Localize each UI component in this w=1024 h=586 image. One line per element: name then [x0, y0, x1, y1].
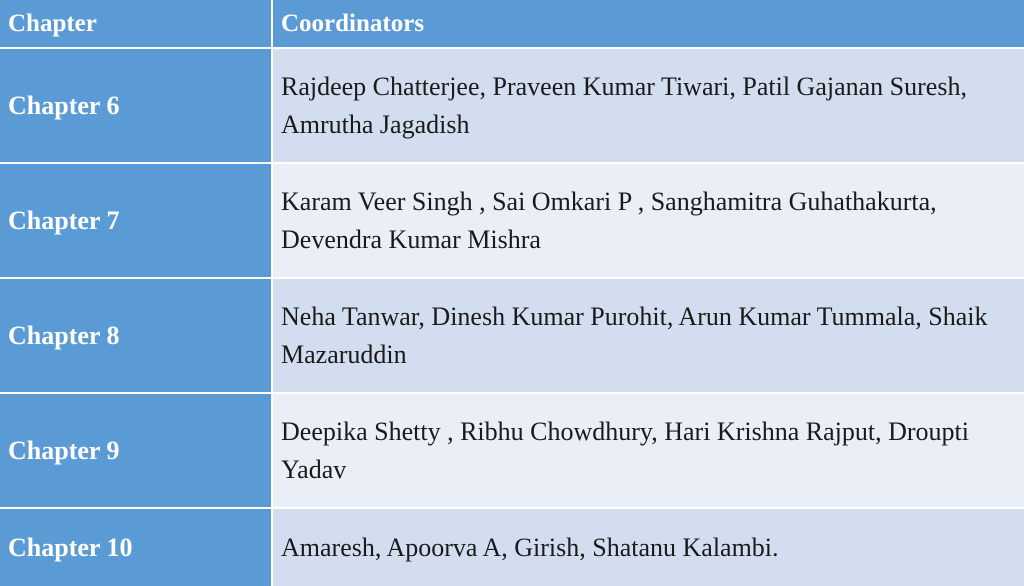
- header-chapter: Chapter: [0, 0, 271, 47]
- header-coordinators: Coordinators: [273, 0, 1024, 47]
- row-chapter-6-coordinators: Rajdeep Chatterjee, Praveen Kumar Tiwari, Patil Gajanan Suresh, Amrutha Jagadish: [273, 49, 1024, 162]
- row-chapter-9-coordinators: Deepika Shetty , Ribhu Chowdhury, Hari Krishna Rajput, Droupti Yadav: [273, 394, 1024, 507]
- row-chapter-7-label: Chapter 7: [0, 164, 271, 277]
- row-chapter-6-label: Chapter 6: [0, 49, 271, 162]
- row-chapter-8-label: Chapter 8: [0, 279, 271, 392]
- row-chapter-10-coordinators: Amaresh, Apoorva A, Girish, Shatanu Kalambi.: [273, 509, 1024, 586]
- row-chapter-8-coordinators: Neha Tanwar, Dinesh Kumar Purohit, Arun Kumar Tummala, Shaik Mazaruddin: [273, 279, 1024, 392]
- row-chapter-7-coordinators: Karam Veer Singh , Sai Omkari P , Sanghamitra Guhathakurta, Devendra Kumar Mishra: [273, 164, 1024, 277]
- row-chapter-10-label: Chapter 10: [0, 509, 271, 586]
- row-chapter-9-label: Chapter 9: [0, 394, 271, 507]
